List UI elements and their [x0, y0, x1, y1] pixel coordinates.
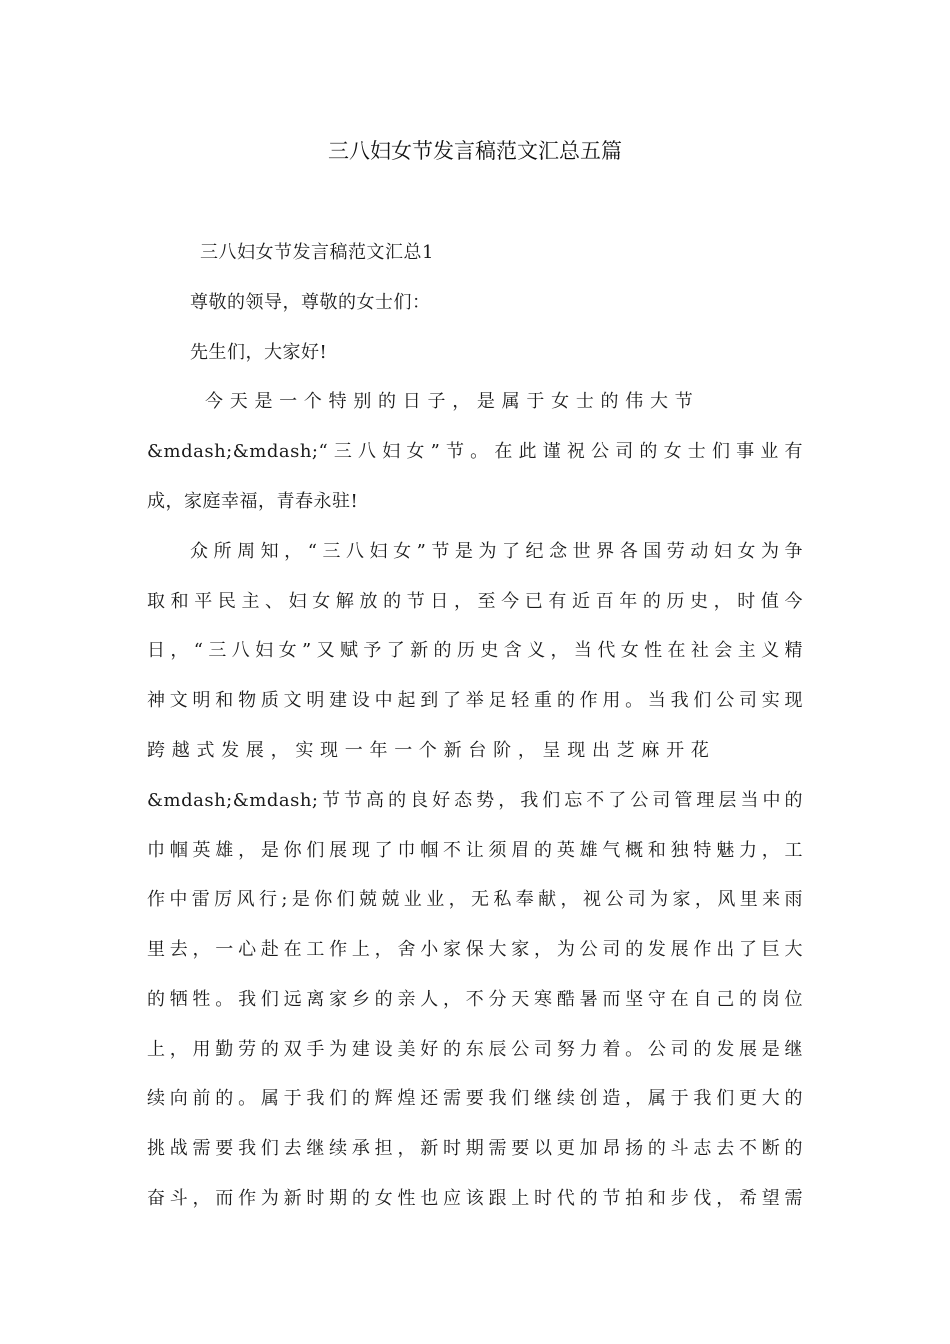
document-title: 三八妇女节发言稿范文汇总五篇	[328, 139, 622, 163]
paragraph-line: 今 天 是 一 个 特 别 的 日 子 ， 是 属 于 女 士 的 伟 大 节	[205, 391, 694, 412]
paragraph-line: 神文明和物质文明建设中起到了举足轻重的作用。当我们公司实现	[147, 690, 803, 711]
paragraph-line: 取和平民主、妇女解放的节日，至今已有近百年的历史，时值今	[147, 591, 803, 612]
paragraph-line: 日，“三八妇女”又赋予了新的历史含义，当代女性在社会主义精	[147, 640, 803, 661]
paragraph-line: 奋斗，而作为新时期的女性也应该跟上时代的节拍和步伐，希望需	[147, 1188, 803, 1209]
paragraph-line: 作中雷厉风行;是你们兢兢业业，无私奉献，视公司为家，风里来雨	[147, 889, 803, 910]
paragraph-line: 成，家庭幸福，青春永驻!	[147, 491, 359, 512]
paragraph-line: 上，用勤劳的双手为建设美好的东辰公司努力着。公司的发展是继	[147, 1039, 803, 1060]
paragraph-line: 的牺牲。我们远离家乡的亲人，不分天寒酷暑而坚守在自己的岗位	[147, 989, 803, 1010]
paragraph-line: &mdash;&mdash;节节高的良好态势，我们忘不了公司管理层当中的	[147, 790, 803, 811]
paragraph-line: 众所周知，“三八妇女”节是为了纪念世界各国劳动妇女为争	[190, 541, 803, 562]
paragraph-line: &mdash;&mdash;“三八妇女”节。在此谨祝公司的女士们事业有	[147, 441, 803, 462]
section-heading: 三八妇女节发言稿范文汇总1	[200, 242, 434, 263]
paragraph-line: 续向前的。属于我们的辉煌还需要我们继续创造，属于我们更大的	[147, 1088, 803, 1109]
paragraph-line: 跨 越 式 发 展 ， 实 现 一 年 一 个 新 台 阶 ， 呈 现 出 芝 麻 开 花	[147, 740, 710, 761]
paragraph-line: 挑战需要我们去继续承担，新时期需要以更加昂扬的斗志去不断的	[147, 1138, 803, 1159]
greeting-line: 先生们，大家好!	[190, 342, 328, 363]
paragraph-line: 巾帼英雄，是你们展现了巾帼不让须眉的英雄气概和独特魅力，工	[147, 840, 803, 861]
paragraph-line: 里去，一心赴在工作上，舍小家保大家，为公司的发展作出了巨大	[147, 939, 803, 960]
salutation-line: 尊敬的领导，尊敬的女士们：	[190, 292, 431, 313]
